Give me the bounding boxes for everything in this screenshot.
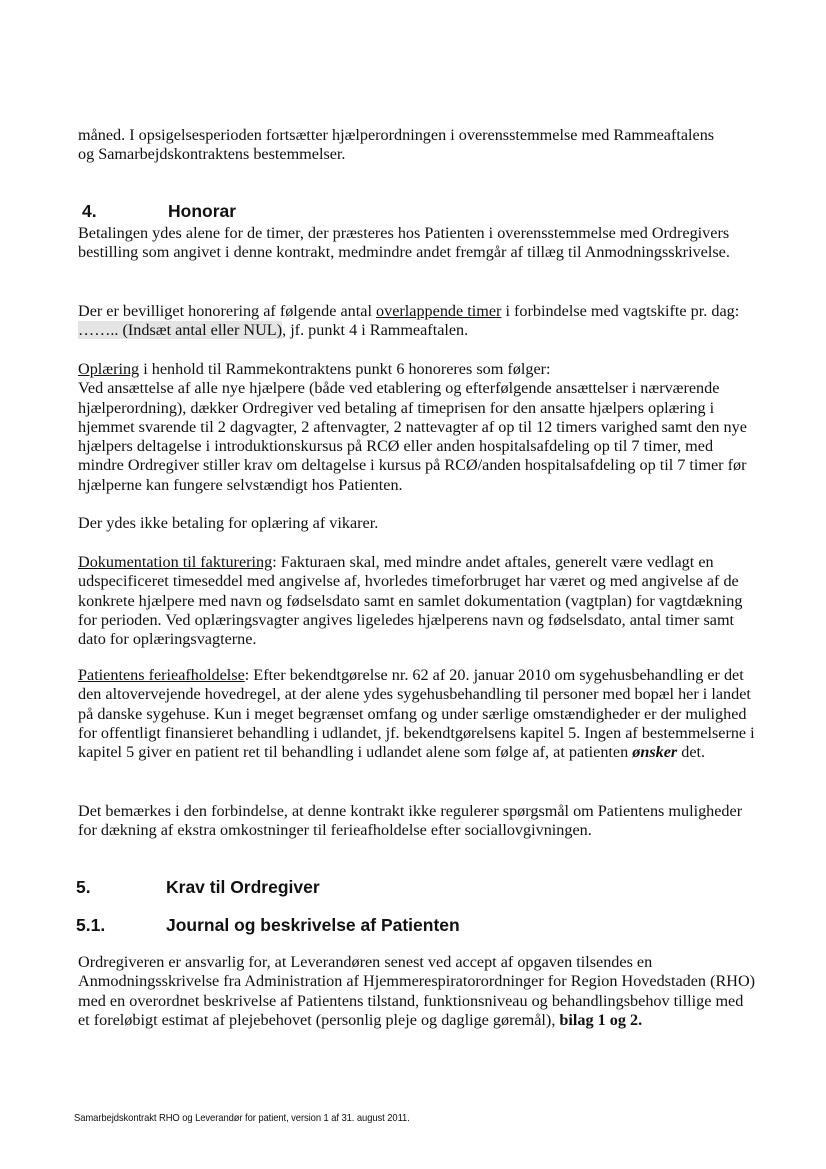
intro-paragraph xyxy=(78,126,758,165)
holiday-text: : Efter bekendtgørelse nr. 62 af 20. januar 2010 om sygehusbehandling er det den altovervejende hovedregel, at der alene ydes sygehusbehandling til personer med bopæl her i landet på danske sygehuse. Kun i meget begrænset omfang og under særlige omstændigheder er der mulighed for offentligt finansieret behandling i udlandet, jf. bekendtgørelsens kapitel 5. Ingen af bestemmelserne i kapitel 5 giver en patient ret til behandling i udlandet alene som følge af, at patienten xyxy=(78,666,755,762)
overlap-text-a: Der er bevilliget honorering af følgende antal xyxy=(78,302,376,320)
holiday-end: det. xyxy=(677,743,706,762)
intro-line-2: og Samarbejdskontraktens bestemmelser. xyxy=(78,145,346,164)
training-label: Oplæring xyxy=(78,360,140,378)
journal-paragraph xyxy=(78,953,758,1030)
training-paragraph xyxy=(78,360,758,495)
section-4-number: 4. xyxy=(82,201,97,221)
holiday-paragraph xyxy=(78,666,758,762)
overlap-text-b: i forbindelse med vagtskifte pr. dag: xyxy=(501,302,740,320)
section-5-1-number: 5.1. xyxy=(76,915,106,935)
intro-line-1: måned. I opsigelsesperioden fortsætter hjælperordningen i overensstemmelse med Rammeaftalens xyxy=(78,126,715,144)
section-5-1-title: Journal og beskrivelse af Patienten xyxy=(166,915,460,935)
overlap-fill-field[interactable]: …….. (Indsæt antal eller NUL) xyxy=(78,321,283,340)
page-footer: Samarbejdskontrakt RHO og Leverandør for patient, version 1 af 31. august 2011. xyxy=(74,1112,410,1124)
overlap-hours-term: overlappende timer xyxy=(376,302,502,320)
documentation-label: Dokumentation til fakturering xyxy=(78,553,273,571)
section-5-number: 5. xyxy=(76,877,91,897)
section-4-title: Honorar xyxy=(168,201,237,221)
section-5-title: Krav til Ordregiver xyxy=(166,877,320,897)
no-payment-paragraph: Der ydes ikke betaling for oplæring af vikarer. xyxy=(78,514,379,532)
payment-paragraph: Betalingen ydes alene for de timer, der præsteres hos Patienten i overensstemmelse med Ordregivers bestilling som angivet i denne kontrakt, medmindre andet fremgår af tillæg til Anmodningsskrivelse. xyxy=(78,224,730,262)
holiday-label: Patientens ferieafholdelse xyxy=(78,666,245,684)
training-body: Ved ansættelse af alle nye hjælpere (både ved etablering og efterfølgende ansættelser i nærværende hjælperordning), dækker Ordregiver ved betaling af timeprisen for den ansatte hjælpers oplæring i hjemmet svarende til 2 dagvagter, 2 aftenvagter, 2 nattevagter af op til 12 timers varighed samt den nye hjælpers deltagelse i introduktionskursus på RCØ eller anden hospitalsafdeling op til 7 timer, med mindre Ordregiver stiller krav om deltagelse i kursus på RCØ/anden hospitalsafdeling op til 7 timer før hjælperne kan fungere selvstændigt hos Patienten. xyxy=(78,379,747,494)
holiday-emphasis: ønsker xyxy=(632,743,678,762)
journal-text: Ordregiveren er ansvarlig for, at Leverandøren senest ved accept af opgaven tilsendes en Anmodningsskrivelse fra Administration af Hjemmerespiratorordninger for Region Hovedstaden (RHO) med en overordnet beskrivelse af Patientens tilstand, funktionsniveau og behandlingsbehov tillige med et foreløbigt estimat af plejebehovet (personlig pleje og daglige gøremål), xyxy=(78,953,756,1029)
overlap-text-c: , jf. punkt 4 i Rammeaftalen. xyxy=(282,321,469,340)
documentation-paragraph xyxy=(78,553,758,649)
overlap-hours-paragraph xyxy=(78,302,758,341)
journal-appendix: bilag 1 og 2. xyxy=(559,1010,643,1029)
note-paragraph: Det bemærkes i den forbindelse, at denne kontrakt ikke regulerer spørgsmål om Patientens muligheder for dækning af ekstra omkostninger til ferieafholdelse efter sociallovgivningen. xyxy=(78,802,743,840)
training-intro: i henhold til Rammekontraktens punkt 6 honoreres som følger: xyxy=(139,360,551,378)
documentation-text: : Fakturaen skal, med mindre andet aftales, generelt være vedlagt en udspecificeret timeseddel med angivelse af, hvorledes timeforbruget har været og med angivelse af de konkrete hjælpere med navn og fødselsdato samt en samlet dokumentation (vagtplan) for vagtdækning for perioden. Ved oplæringsvagter angives ligeledes hjælperens navn og fødselsdato, antal timer samt dato for oplæringsvagterne. xyxy=(78,553,743,649)
